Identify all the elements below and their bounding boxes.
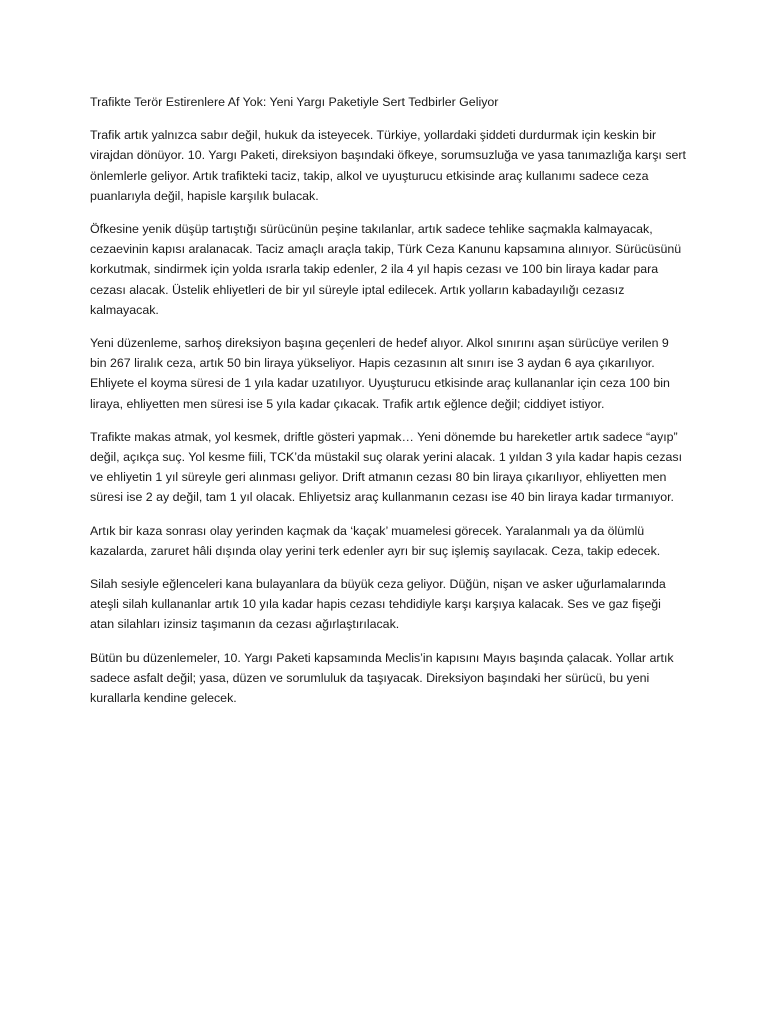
- paragraph: Artık bir kaza sonrası olay yerinden kaçmak da ‘kaçak’ muamelesi görecek. Yaralanmalı ya da ölümlü kazalarda, zaruret hâli dışında olay yerini terk edenler ayrı bir suç işlemiş sayılacak. Ceza, takip edecek.: [90, 523, 661, 558]
- paragraph: Trafikte makas atmak, yol kesmek, driftle gösteri yapmak… Yeni dönemde bu hareketler artık sadece “ayıp” değil, açıkça suç. Yol kesme fiili, TCK’da müstakil suç olarak yerini alacak. 1 yıldan 3 yıla kadar hapis cezası ve ehliyetin 1 yıl süreyle geri alınması geliyor. Drift atmanın cezası 80 bin liraya çıkarılıyor, ehliyetten men süresi ise 2 ay değil, tam 1 yıl olacak. Ehliyetsiz araç kullanmanın cezası ise 40 bin liraya kadar tırmanıyor.: [90, 429, 683, 505]
- document-page: [90, 92, 688, 721]
- paragraph: Silah sesiyle eğlenceleri kana bulayanlara da büyük ceza geliyor. Düğün, nişan ve asker uğurlamalarında ateşli silah kullananlar artık 10 yıla kadar hapis cezası tehdidiyle karşı karşıya kalacak. Ses ve gaz fişeği atan silahları izinsiz taşımanın da cezası ağırlaştırılacak.: [90, 577, 666, 632]
- paragraph: Yeni düzenleme, sarhoş direksiyon başına geçenleri de hedef alıyor. Alkol sınırını aşan sürücüye verilen 9 bin 267 liralık ceza, artık 50 bin liraya yükseliyor. Hapis cezasının alt sınırı ise 3 aydan 6 aya çıkarılıyor. Ehliyete el koyma süresi de 1 yıla kadar uzatılıyor. Uyuşturucu etkisinde araç kullananlar için ceza 100 bin liraya, ehliyetten men süresi ise 5 yıla kadar çıkacak. Trafik artık eğlence değil; ciddiyet istiyor.: [90, 336, 670, 411]
- paragraph: Öfkesine yenik düşüp tartıştığı sürücünün peşine takılanlar, artık sadece tehlike saçmakla kalmayacak, cezaevinin kapısı aralanacak. Taciz amaçlı araçla takip, Türk Ceza Kanunu kapsamına alınıyor. Sürücüsünü korkutmak, sindirmek için yolda ısrarla takip edenler, 2 ila 4 yıl hapis cezası ve 100 bin liraya kadar para cezası alacak. Üstelik ehliyetleri de bir yıl süreyle iptal edilecek. Artık yolların kabadayılığı cezasız kalmayacak.: [90, 222, 682, 317]
- paragraph: Trafik artık yalnızca sabır değil, hukuk da isteyecek. Türkiye, yollardaki şiddeti durdurmak için keskin bir virajdan dönüyor. 10. Yargı Paketi, direksiyon başındaki öfkeye, sorumsuzluğa ve yasa tanımazlığa karşı sert önlemlerle geliyor. Artık trafikteki taciz, takip, alkol ve uyuşturucu etkisinde araç kullanımı sadece ceza puanlarıyla değil, hapisle karşılık bulacak.: [90, 128, 686, 203]
- document-title: Trafikte Terör Estirenlere Af Yok: Yeni Yargı Paketiyle Sert Tedbirler Geliyor: [90, 95, 499, 109]
- paragraph: Bütün bu düzenlemeler, 10. Yargı Paketi kapsamında Meclis’in kapısını Mayıs başında çalacak. Yollar artık sadece asfalt değil; yasa, düzen ve sorumluluk da taşıyacak. Direksiyon başındaki her sürücü, bu yeni kurallarla kendine gelecek.: [90, 650, 674, 706]
